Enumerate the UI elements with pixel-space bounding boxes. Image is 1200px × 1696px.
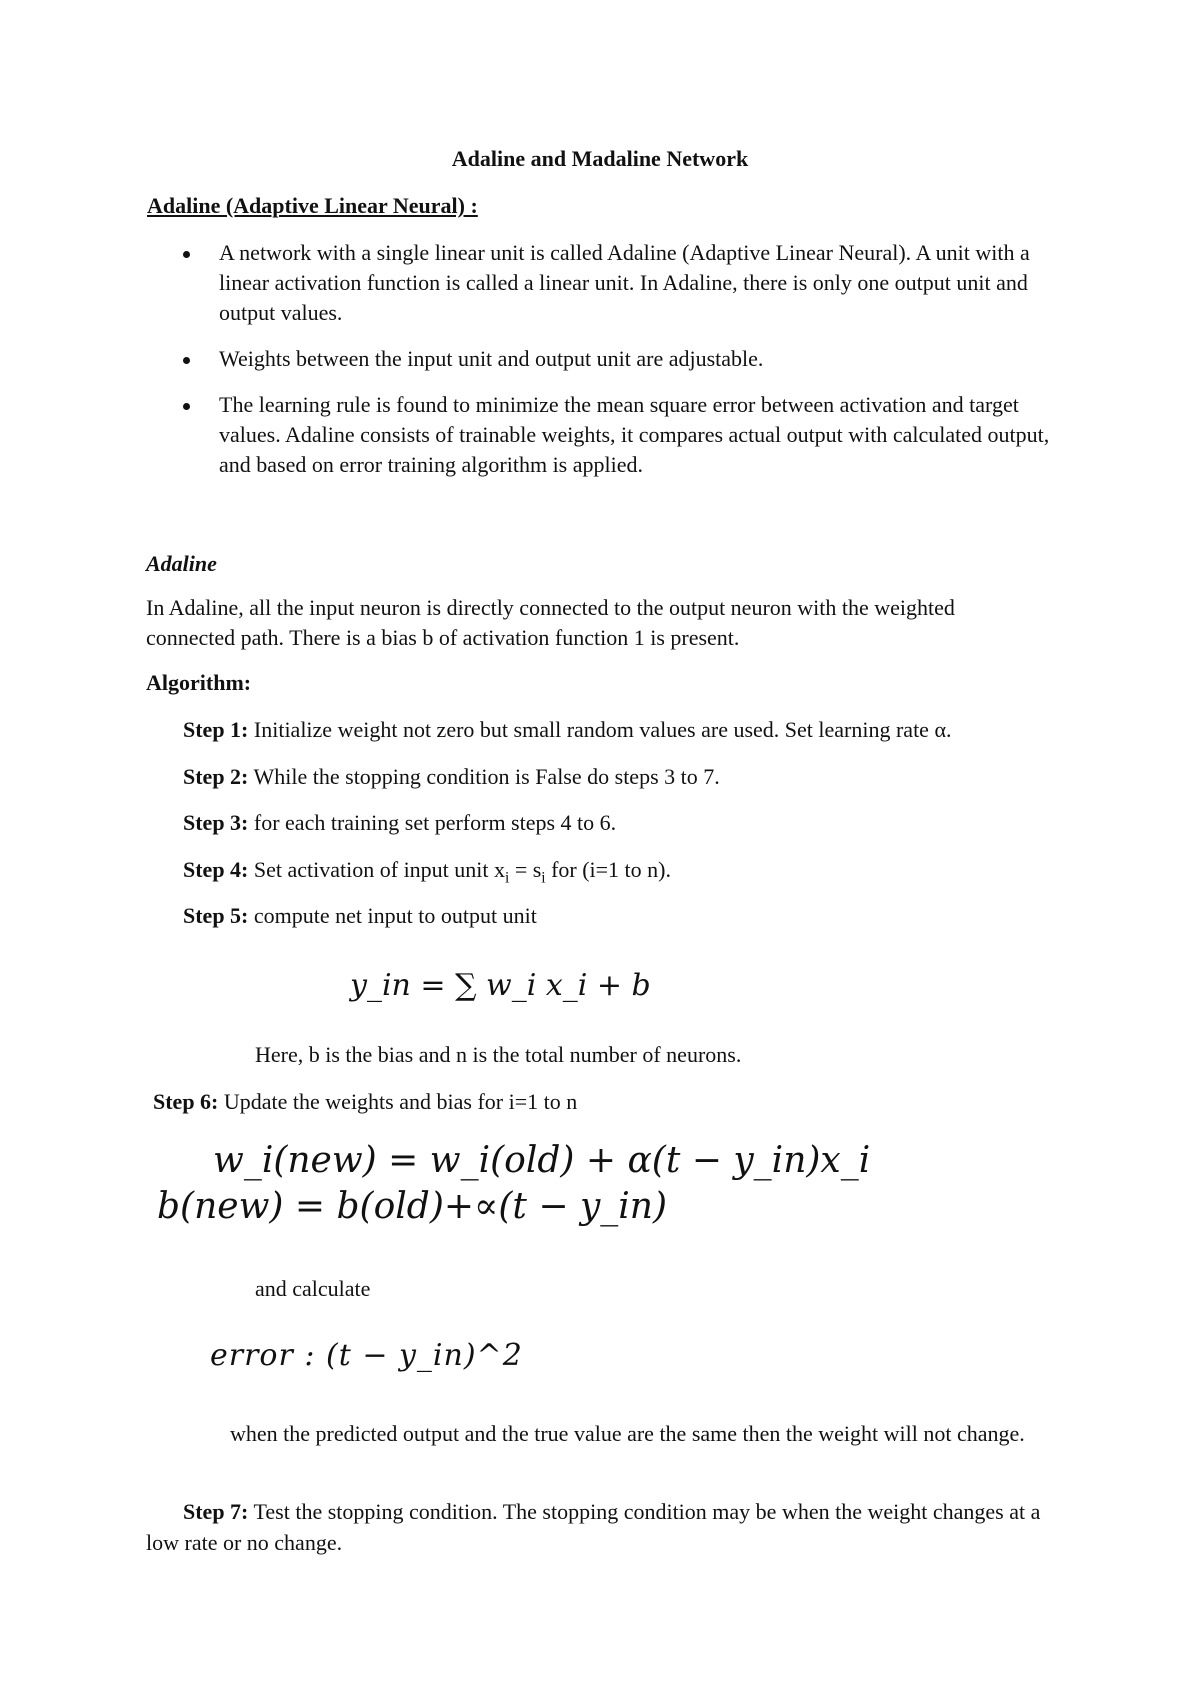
bias-note: Here, b is the bias and n is the total number of neurons. xyxy=(255,1042,742,1067)
weight-update-equation: w_i(new) = w_i(old) + α(t − y_in)x_i xyxy=(213,1140,871,1181)
net-input-equation: y_in = ∑ w_i x_i + b xyxy=(350,968,651,1003)
step-4: Step 4: Set activation of input unit $x_i = s_i$ for (i=1 to n). xyxy=(183,857,671,887)
list-item: Weights between the input unit and output unit are adjustable. xyxy=(175,344,1055,374)
weight-note: when the predicted output and the true value are the same then the weight will not change. xyxy=(230,1421,1025,1446)
adaline-subheading: Adaline xyxy=(146,551,217,576)
list-item: A network with a single linear unit is called Adaline (Adaptive Linear Neural). A unit with a linear activation function is called a linear unit. In Adaline, there is only one output unit and output values. xyxy=(175,238,1055,328)
step-1: Step 1: Initialize weight not zero but small random values are used. Set learning rate α. xyxy=(183,717,952,742)
section-heading: Adaline (Adaptive Linear Neural) : xyxy=(147,193,478,218)
intro-paragraph: In Adaline, all the input neuron is directly connected to the output neuron with the weighted connected path. There is a bias b of activation function 1 is present. xyxy=(146,595,955,650)
page-title: Adaline and Madaline Network xyxy=(451,146,749,171)
bias-update-equation: b(new) = b(old)+∝(t − y_in) xyxy=(157,1186,668,1227)
algorithm-heading: Algorithm: xyxy=(146,670,252,695)
step-7: Step 7: Test the stopping condition. The stopping condition may be when the weight changes at a low rate or no change. xyxy=(146,1499,1041,1555)
step-2: Step 2: While the stopping condition is False do steps 3 to 7. xyxy=(183,764,720,789)
step-3: Step 3: for each training set perform steps 4 to 6. xyxy=(183,810,617,835)
error-equation: error : (t − y_in)^2 xyxy=(210,1338,523,1373)
step-6: Step 6: Update the weights and bias for i=1 to n xyxy=(153,1089,578,1114)
bullet-list xyxy=(175,238,1055,496)
step-5: Step 5: compute net input to output unit xyxy=(183,903,537,928)
bullet-icon xyxy=(183,251,190,258)
bullet-icon xyxy=(183,403,190,410)
and-calculate-text: and calculate xyxy=(255,1276,371,1301)
bullet-icon xyxy=(183,357,190,364)
list-item: The learning rule is found to minimize the mean square error between activation and target values. Adaline consists of trainable weights, it compares actual output with calculated output, and based on error training algorithm is applied. xyxy=(175,390,1055,480)
